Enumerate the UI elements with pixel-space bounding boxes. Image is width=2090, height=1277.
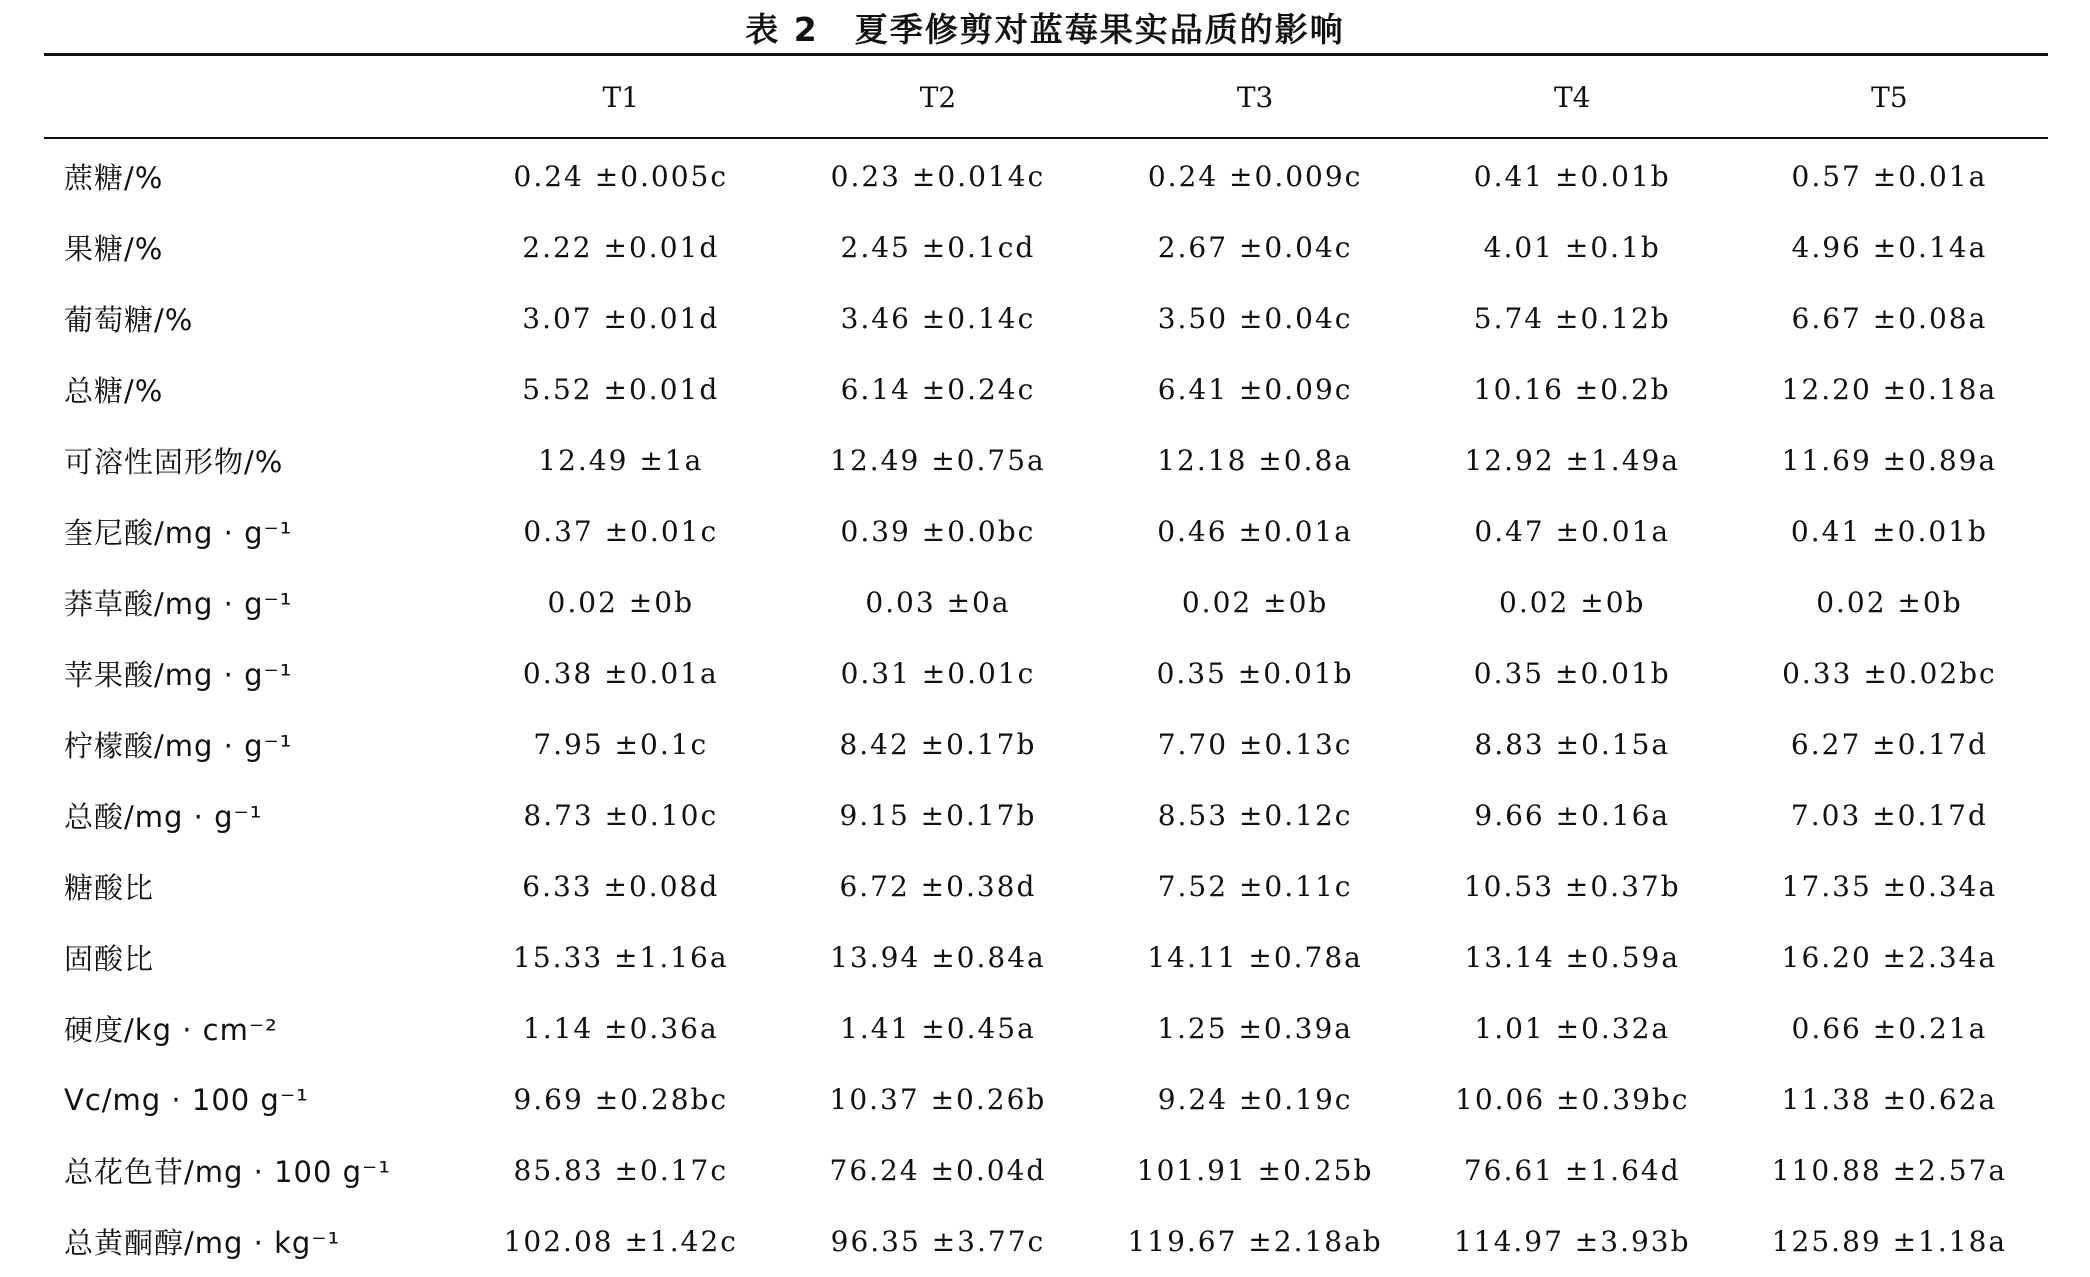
value-cell-t1: 2.22 ±0.01d	[522, 231, 720, 264]
value-cell-t1: 15.33 ±1.16a	[513, 941, 729, 974]
value-cell-t1: 8.73 ±0.10c	[523, 799, 719, 832]
value-cell-t5: 11.69 ±0.89a	[1781, 444, 1998, 477]
value-cell-t3: 101.91 ±0.25b	[1136, 1154, 1374, 1187]
value-cell-t3: 0.24 ±0.009c	[1147, 160, 1363, 193]
table-number: 表 2	[745, 10, 819, 49]
row-label: 固酸比	[64, 942, 155, 976]
table-row	[44, 922, 2048, 993]
value-cell-t4: 10.16 ±0.2b	[1473, 373, 1671, 406]
value-cell-t4: 0.02 ±0b	[1499, 586, 1646, 619]
value-cell-t1: 3.07 ±0.01d	[522, 302, 720, 335]
value-cell-t2: 6.14 ±0.24c	[840, 373, 1036, 406]
row-label: 可溶性固形物/%	[64, 445, 284, 479]
row-label: 硬度/kg · cm⁻²	[64, 1013, 278, 1047]
table-row	[44, 780, 2048, 851]
row-label: 总黄酮醇/mg · kg⁻¹	[64, 1226, 341, 1260]
value-cell-t3: 3.50 ±0.04c	[1157, 302, 1353, 335]
header-cell-t3: T3	[1236, 81, 1274, 114]
value-cell-t3: 9.24 ±0.19c	[1157, 1083, 1353, 1116]
value-cell-t2: 13.94 ±0.84a	[830, 941, 1046, 974]
value-cell-t1: 7.95 ±0.1c	[533, 728, 709, 761]
value-cell-t1: 12.49 ±1a	[538, 444, 704, 477]
value-cell-t2: 1.41 ±0.45a	[840, 1012, 1036, 1045]
value-cell-t2: 12.49 ±0.75a	[830, 444, 1046, 477]
table-row	[44, 212, 2048, 283]
value-cell-t4: 0.41 ±0.01b	[1473, 160, 1671, 193]
table-row	[44, 354, 2048, 425]
value-cell-t4: 12.92 ±1.49a	[1464, 444, 1681, 477]
value-cell-t2: 2.45 ±0.1cd	[840, 231, 1036, 264]
value-cell-t1: 1.14 ±0.36a	[522, 1012, 719, 1045]
value-cell-t4: 1.01 ±0.32a	[1474, 1012, 1671, 1045]
table-header	[44, 58, 2048, 137]
value-cell-t5: 4.96 ±0.14a	[1791, 231, 1988, 264]
value-cell-t3: 0.46 ±0.01a	[1157, 515, 1353, 548]
value-cell-t3: 0.35 ±0.01b	[1156, 657, 1354, 690]
value-cell-t3: 7.70 ±0.13c	[1157, 728, 1353, 761]
value-cell-t4: 4.01 ±0.1b	[1483, 231, 1661, 264]
table-row	[44, 425, 2048, 496]
value-cell-t5: 0.33 ±0.02bc	[1782, 657, 1997, 690]
table-title: 夏季修剪对蓝莓果实品质的影响	[854, 10, 1345, 49]
header-cell-t1: T1	[602, 81, 640, 114]
value-cell-t3: 12.18 ±0.8a	[1157, 444, 1353, 477]
value-cell-t5: 16.20 ±2.34a	[1781, 941, 1998, 974]
value-cell-t5: 17.35 ±0.34a	[1781, 870, 1998, 903]
value-cell-t4: 5.74 ±0.12b	[1473, 302, 1671, 335]
value-cell-t1: 0.38 ±0.01a	[522, 657, 719, 690]
table-row	[44, 141, 2048, 212]
value-cell-t4: 114.97 ±3.93b	[1453, 1225, 1691, 1258]
row-label: 果糖/%	[64, 232, 164, 266]
row-label: 奎尼酸/mg · g⁻¹	[64, 516, 293, 550]
value-cell-t1: 9.69 ±0.28bc	[513, 1083, 729, 1116]
value-cell-t2: 76.24 ±0.04d	[829, 1154, 1047, 1187]
table-row	[44, 1064, 2048, 1135]
value-cell-t5: 0.41 ±0.01b	[1790, 515, 1988, 548]
row-label: 总酸/mg · g⁻¹	[64, 800, 263, 834]
value-cell-t2: 8.42 ±0.17b	[839, 728, 1037, 761]
value-cell-t3: 119.67 ±2.18ab	[1127, 1225, 1383, 1258]
value-cell-t2: 10.37 ±0.26b	[829, 1083, 1047, 1116]
table-caption	[0, 4, 2090, 56]
table-row	[44, 638, 2048, 709]
value-cell-t5: 6.27 ±0.17d	[1790, 728, 1988, 761]
header-cell-t4: T4	[1554, 81, 1591, 114]
table-row	[44, 851, 2048, 922]
value-cell-t2: 3.46 ±0.14c	[840, 302, 1036, 335]
value-cell-t1: 102.08 ±1.42c	[503, 1225, 738, 1258]
value-cell-t4: 9.66 ±0.16a	[1474, 799, 1671, 832]
value-cell-t5: 125.89 ±1.18a	[1771, 1225, 2008, 1258]
table-body	[44, 137, 2048, 1277]
value-cell-t2: 9.15 ±0.17b	[839, 799, 1037, 832]
value-cell-t5: 0.57 ±0.01a	[1791, 160, 1988, 193]
value-cell-t1: 0.37 ±0.01c	[523, 515, 719, 548]
row-label: 糖酸比	[64, 871, 155, 905]
table-row	[44, 283, 2048, 354]
value-cell-t5: 0.02 ±0b	[1816, 586, 1963, 619]
value-cell-t3: 7.52 ±0.11c	[1157, 870, 1353, 903]
value-cell-t3: 0.02 ±0b	[1181, 586, 1329, 619]
row-label: 苹果酸/mg · g⁻¹	[64, 658, 293, 692]
header-row	[44, 58, 2048, 137]
value-cell-t5: 12.20 ±0.18a	[1781, 373, 1998, 406]
value-cell-t3: 6.41 ±0.09c	[1157, 373, 1353, 406]
top-rule	[44, 53, 2048, 56]
header-cell-label	[44, 58, 462, 137]
value-cell-t2: 0.03 ±0a	[865, 586, 1011, 619]
row-label: 总花色苷/mg · 100 g⁻¹	[64, 1155, 391, 1189]
value-cell-t4: 13.14 ±0.59a	[1464, 941, 1681, 974]
value-cell-t4: 76.61 ±1.64d	[1463, 1154, 1681, 1187]
value-cell-t4: 0.35 ±0.01b	[1473, 657, 1671, 690]
row-label: 总糖/%	[64, 374, 164, 408]
value-cell-t5: 7.03 ±0.17d	[1790, 799, 1988, 832]
value-cell-t5: 11.38 ±0.62a	[1781, 1083, 1998, 1116]
value-cell-t4: 10.06 ±0.39bc	[1455, 1083, 1690, 1116]
value-cell-t2: 0.39 ±0.0bc	[840, 515, 1036, 548]
value-cell-t3: 8.53 ±0.12c	[1157, 799, 1353, 832]
value-cell-t4: 10.53 ±0.37b	[1463, 870, 1681, 903]
value-cell-t5: 0.66 ±0.21a	[1791, 1012, 1988, 1045]
value-cell-t3: 1.25 ±0.39a	[1157, 1012, 1353, 1045]
row-label: 蔗糖/%	[64, 161, 164, 195]
value-cell-t3: 2.67 ±0.04c	[1157, 231, 1353, 264]
row-label: 莽草酸/mg · g⁻¹	[64, 587, 293, 621]
header-cell-t5: T5	[1871, 81, 1908, 114]
table-row	[44, 709, 2048, 780]
table-row	[44, 1206, 2048, 1277]
value-cell-t4: 0.47 ±0.01a	[1474, 515, 1671, 548]
value-cell-t1: 5.52 ±0.01d	[522, 373, 720, 406]
value-cell-t4: 8.83 ±0.15a	[1474, 728, 1671, 761]
table-row	[44, 1135, 2048, 1206]
value-cell-t2: 0.31 ±0.01c	[840, 657, 1036, 690]
value-cell-t1: 85.83 ±0.17c	[513, 1154, 729, 1187]
table-row	[44, 567, 2048, 638]
table-row	[44, 993, 2048, 1064]
row-label: 柠檬酸/mg · g⁻¹	[64, 729, 293, 763]
value-cell-t3: 14.11 ±0.78a	[1147, 941, 1363, 974]
data-table	[44, 58, 2048, 1277]
value-cell-t1: 0.02 ±0b	[547, 586, 694, 619]
value-cell-t1: 6.33 ±0.08d	[522, 870, 720, 903]
table-row	[44, 496, 2048, 567]
header-cell-t2: T2	[919, 81, 957, 114]
row-label: Vc/mg · 100 g⁻¹	[64, 1082, 309, 1117]
value-cell-t2: 96.35 ±3.77c	[830, 1225, 1046, 1258]
value-cell-t5: 110.88 ±2.57a	[1771, 1154, 2008, 1187]
value-cell-t1: 0.24 ±0.005c	[513, 160, 729, 193]
value-cell-t2: 6.72 ±0.38d	[839, 870, 1037, 903]
value-cell-t2: 0.23 ±0.014c	[830, 160, 1046, 193]
value-cell-t5: 6.67 ±0.08a	[1791, 302, 1988, 335]
row-label: 葡萄糖/%	[64, 303, 194, 337]
